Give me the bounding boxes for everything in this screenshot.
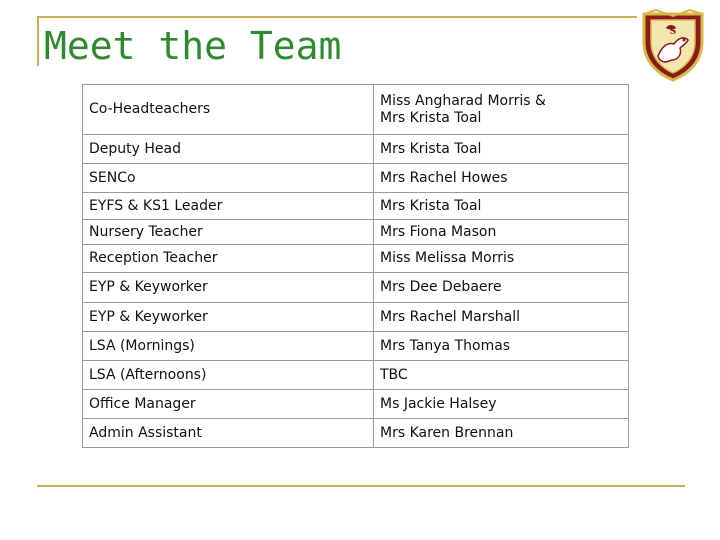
- role-cell: Office Manager: [83, 390, 374, 419]
- staff-name-cell: TBC: [374, 361, 629, 390]
- table-row: [83, 419, 629, 448]
- table-row: [83, 135, 629, 164]
- table-row: [83, 273, 629, 303]
- role-cell: EYFS & KS1 Leader: [83, 193, 374, 220]
- role-cell: Reception Teacher: [83, 245, 374, 273]
- staff-name-cell: Mrs Krista Toal: [374, 193, 629, 220]
- role-cell: LSA (Mornings): [83, 332, 374, 361]
- role-cell: Nursery Teacher: [83, 220, 374, 245]
- staff-name-cell: Ms Jackie Halsey: [374, 390, 629, 419]
- staff-name-cell: Miss Angharad Morris & Mrs Krista Toal: [374, 85, 629, 135]
- staff-name-cell: Mrs Dee Debaere: [374, 273, 629, 303]
- table-row: [83, 85, 629, 135]
- role-cell: Deputy Head: [83, 135, 374, 164]
- team-table: [82, 84, 629, 448]
- school-crest-icon: [638, 8, 708, 84]
- role-cell: EYP & Keyworker: [83, 303, 374, 332]
- staff-name-cell: Mrs Tanya Thomas: [374, 332, 629, 361]
- staff-name-cell: Mrs Fiona Mason: [374, 220, 629, 245]
- table-row: [83, 245, 629, 273]
- table-row: [83, 220, 629, 245]
- role-cell: EYP & Keyworker: [83, 273, 374, 303]
- staff-name-cell: Miss Melissa Morris: [374, 245, 629, 273]
- role-cell: SENCo: [83, 164, 374, 193]
- svg-text:S: S: [669, 27, 677, 37]
- staff-name-cell: Mrs Rachel Howes: [374, 164, 629, 193]
- table-row: [83, 193, 629, 220]
- title-left-rule: [37, 16, 39, 66]
- table-row: [83, 303, 629, 332]
- staff-name-cell: Mrs Karen Brennan: [374, 419, 629, 448]
- page-title: Meet the Team: [44, 24, 342, 68]
- table-row: [83, 361, 629, 390]
- bottom-rule: [37, 485, 685, 487]
- table-row: [83, 164, 629, 193]
- title-top-rule: [37, 16, 637, 18]
- staff-name-cell: Mrs Rachel Marshall: [374, 303, 629, 332]
- role-cell: Co-Headteachers: [83, 85, 374, 135]
- table-row: [83, 332, 629, 361]
- table-row: [83, 390, 629, 419]
- role-cell: Admin Assistant: [83, 419, 374, 448]
- staff-name-cell: Mrs Krista Toal: [374, 135, 629, 164]
- role-cell: LSA (Afternoons): [83, 361, 374, 390]
